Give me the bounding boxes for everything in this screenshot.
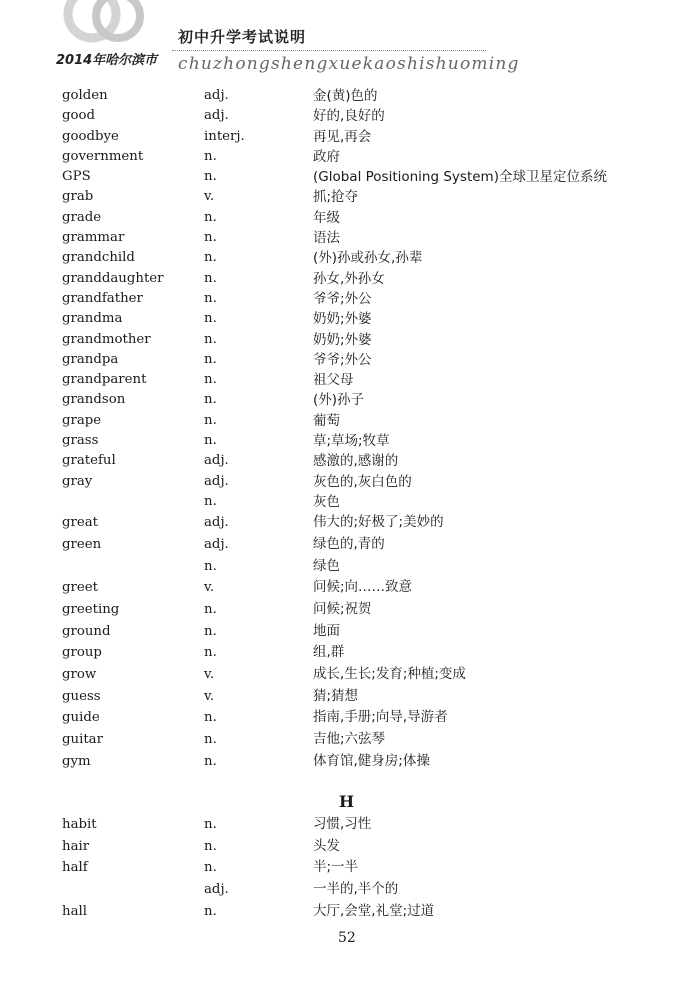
entry-meaning: (外)孙子	[313, 392, 365, 409]
entry-word: good	[62, 108, 96, 124]
entry-meaning: 伟大的;好极了;美妙的	[313, 514, 444, 531]
entry-meaning: 大厅,会堂,礼堂;过道	[313, 902, 435, 919]
entry-part-of-speech: n.	[204, 817, 217, 832]
entry-part-of-speech: n.	[204, 230, 217, 246]
entry-meaning: 奶奶;外婆	[313, 331, 372, 348]
vocab-entry	[0, 86, 700, 106]
entry-part-of-speech: n.	[204, 710, 217, 726]
entry-word: granddaughter	[62, 270, 164, 286]
entry-part-of-speech: adj.	[204, 108, 229, 124]
entry-meaning: 感激的,感谢的	[313, 453, 399, 470]
header-title: 初中升学考试说明	[178, 28, 307, 46]
entry-part-of-speech: n.	[204, 623, 217, 639]
entry-meaning: 问候;祝贺	[313, 600, 372, 617]
entry-part-of-speech: n.	[204, 392, 217, 408]
entry-word: half	[62, 860, 88, 876]
entry-word: gray	[62, 473, 93, 489]
entry-part-of-speech: adj.	[204, 88, 229, 103]
entry-word: grandmother	[62, 331, 151, 347]
entry-part-of-speech: n.	[204, 209, 217, 225]
entry-meaning: 灰色	[313, 493, 340, 510]
vocab-entry	[0, 556, 700, 578]
entry-part-of-speech: n.	[204, 558, 217, 574]
vocab-list-h	[0, 814, 700, 922]
entry-word: habit	[62, 817, 97, 832]
entry-meaning: 指南,手册;向导,导游者	[313, 709, 448, 726]
entry-part-of-speech: n.	[204, 903, 217, 919]
vocab-entry	[0, 901, 700, 923]
entry-part-of-speech: interj.	[204, 128, 245, 144]
entry-part-of-speech: v.	[204, 580, 215, 596]
page-number: 52	[338, 930, 356, 946]
entry-meaning: 绿色的,青的	[313, 535, 385, 552]
entry-meaning: 葡萄	[313, 412, 340, 429]
entry-word: grab	[62, 189, 94, 205]
entry-part-of-speech: v.	[204, 688, 215, 704]
entry-word: hall	[62, 903, 87, 919]
entry-word: grass	[62, 433, 99, 449]
vocab-entry	[0, 228, 700, 248]
vocab-entry	[0, 621, 700, 643]
entry-part-of-speech: n.	[204, 270, 217, 286]
entry-word: great	[62, 515, 99, 531]
entry-part-of-speech: n.	[204, 753, 217, 769]
entry-part-of-speech: n.	[204, 331, 217, 347]
entry-word: grammar	[62, 230, 125, 246]
entry-meaning: 奶奶;外婆	[313, 311, 372, 328]
vocab-entry	[0, 431, 700, 451]
vocab-entry	[0, 451, 700, 471]
entry-meaning: 祖父母	[313, 372, 354, 389]
entry-word: grandfather	[62, 290, 143, 306]
entry-meaning: 猜;猜想	[313, 687, 359, 704]
vocab-entry	[0, 492, 700, 512]
vocab-entry	[0, 309, 700, 329]
vocab-entry	[0, 729, 700, 751]
entry-meaning: 习惯,习性	[313, 816, 372, 832]
entry-part-of-speech: n.	[204, 433, 217, 449]
vocab-entry	[0, 836, 700, 858]
header-pinyin: chuzhongshengxuekaoshishuoming	[178, 54, 520, 74]
vocab-entry	[0, 370, 700, 390]
entry-word: grandma	[62, 311, 123, 327]
entry-meaning: 头发	[313, 837, 340, 854]
entry-word: government	[62, 148, 144, 164]
vocab-entry	[0, 599, 700, 621]
entry-part-of-speech: n.	[204, 148, 217, 164]
entry-part-of-speech: n.	[204, 601, 217, 617]
vocab-entry	[0, 248, 700, 268]
entry-meaning: 好的,良好的	[313, 108, 385, 125]
vocab-entry	[0, 187, 700, 207]
entry-meaning: 成长,生长;发育;种植;变成	[313, 666, 466, 683]
entry-word: grandparent	[62, 372, 147, 388]
entry-meaning: 抓;抢夺	[313, 189, 359, 206]
vocab-entry	[0, 411, 700, 431]
entry-word: grandson	[62, 392, 126, 408]
entry-word: goodbye	[62, 128, 119, 144]
vocab-entry	[0, 330, 700, 350]
entry-word: grow	[62, 667, 97, 683]
vocab-entry	[0, 106, 700, 126]
entry-part-of-speech: n.	[204, 732, 217, 748]
entry-word: guitar	[62, 732, 103, 748]
header-year-city: 2014年哈尔滨市	[56, 53, 158, 68]
vocab-list-g	[0, 86, 700, 772]
vocab-entry	[0, 127, 700, 147]
entry-word: hair	[62, 838, 90, 854]
vocab-entry	[0, 512, 700, 534]
vocab-entry	[0, 879, 700, 901]
entry-part-of-speech: n.	[204, 290, 217, 306]
entry-meaning: 地面	[313, 622, 340, 639]
entry-word: guide	[62, 710, 100, 726]
entry-part-of-speech: n.	[204, 493, 217, 509]
vocab-entry	[0, 707, 700, 729]
entry-meaning: 问候;向……致意	[313, 579, 413, 596]
entry-part-of-speech: n.	[204, 645, 217, 661]
entry-meaning: 爷爷;外公	[313, 290, 372, 307]
vocab-entry	[0, 167, 700, 187]
entry-meaning: 金(黄)色的	[313, 88, 378, 104]
entry-word: gym	[62, 753, 91, 769]
entry-word: greeting	[62, 601, 120, 617]
vocab-entry	[0, 289, 700, 309]
entry-meaning: 半;一半	[313, 859, 359, 876]
vocab-entry	[0, 857, 700, 879]
entry-word: grape	[62, 412, 102, 428]
entry-part-of-speech: adj.	[204, 536, 229, 552]
entry-part-of-speech: n.	[204, 372, 217, 388]
entry-meaning: 组,群	[313, 644, 345, 661]
entry-word: guess	[62, 688, 101, 704]
entry-meaning: 爷爷;外公	[313, 351, 372, 368]
entry-part-of-speech: adj.	[204, 515, 229, 531]
entry-part-of-speech: n.	[204, 838, 217, 854]
entry-meaning: 吉他;六弦琴	[313, 731, 386, 748]
vocab-entry	[0, 390, 700, 410]
entry-word: golden	[62, 88, 108, 103]
entry-word: group	[62, 645, 102, 661]
entry-word: GPS	[62, 169, 91, 185]
vocab-entry	[0, 814, 700, 836]
entry-meaning: 体育馆,健身房;体操	[313, 752, 430, 769]
entry-meaning: 孙女,外孙女	[313, 270, 385, 287]
entry-meaning: 再见,再会	[313, 128, 372, 145]
entry-part-of-speech: adj.	[204, 473, 229, 489]
entry-word: grateful	[62, 453, 116, 469]
entry-word: grandchild	[62, 250, 135, 266]
entry-meaning: (Global Positioning System)全球卫星定位系统	[313, 169, 607, 186]
entry-part-of-speech: v.	[204, 189, 215, 205]
entry-meaning: 草;草场;牧草	[313, 433, 390, 450]
vocab-entry	[0, 472, 700, 492]
entry-word: grade	[62, 209, 102, 225]
entry-part-of-speech: adj.	[204, 882, 229, 898]
entry-meaning: (外)孙或孙女,孙辈	[313, 250, 423, 267]
entry-part-of-speech: n.	[204, 169, 217, 185]
entry-meaning: 绿色	[313, 557, 340, 574]
header-divider	[172, 50, 486, 51]
entry-part-of-speech: n.	[204, 351, 217, 367]
vocab-entry	[0, 577, 700, 599]
vocab-entry	[0, 686, 700, 708]
entry-part-of-speech: n.	[204, 250, 217, 266]
entry-meaning: 年级	[313, 209, 340, 226]
vocab-entry	[0, 642, 700, 664]
entry-meaning: 语法	[313, 230, 340, 247]
vocab-entry	[0, 350, 700, 370]
entry-part-of-speech: adj.	[204, 453, 229, 469]
vocab-entry	[0, 147, 700, 167]
entry-word: ground	[62, 623, 111, 639]
vocab-entry	[0, 664, 700, 686]
entry-part-of-speech: n.	[204, 860, 217, 876]
entry-word: grandpa	[62, 351, 119, 367]
entry-meaning: 一半的,半个的	[313, 881, 399, 898]
entry-part-of-speech: n.	[204, 311, 217, 327]
entry-word: green	[62, 536, 102, 552]
entry-meaning: 灰色的,灰白色的	[313, 473, 412, 490]
entry-part-of-speech: v.	[204, 667, 215, 683]
vocab-entry	[0, 269, 700, 289]
entry-part-of-speech: n.	[204, 412, 217, 428]
vocab-entry	[0, 208, 700, 228]
entry-word: greet	[62, 580, 98, 596]
entry-meaning: 政府	[313, 148, 340, 165]
vocab-entry	[0, 534, 700, 556]
vocab-entry	[0, 751, 700, 773]
